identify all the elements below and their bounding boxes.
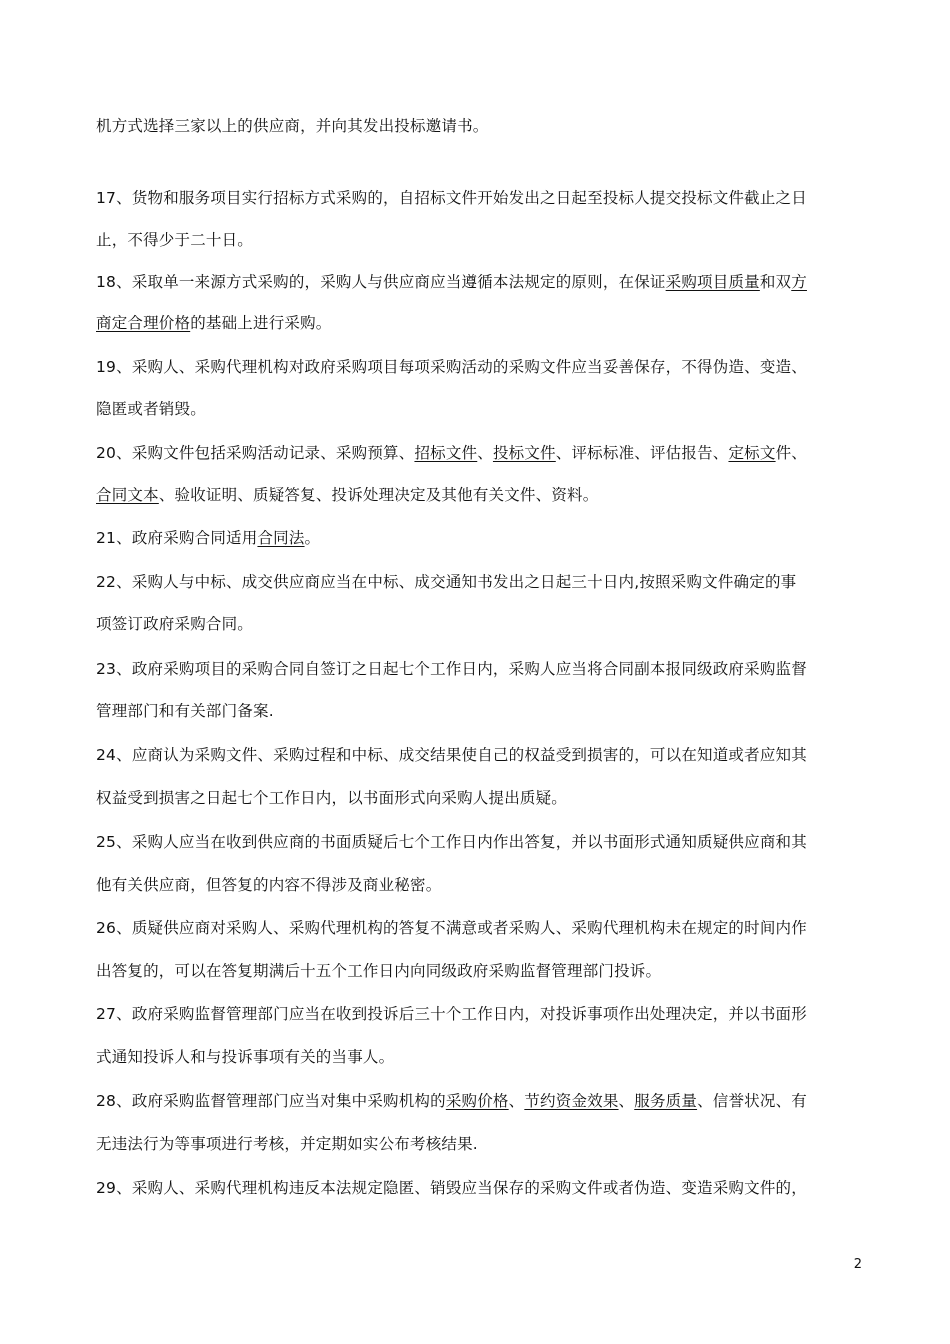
text-line xyxy=(96,354,866,380)
text-line xyxy=(96,396,866,422)
text-segment: 、 xyxy=(618,1092,635,1110)
underlined-term: 方 xyxy=(791,273,807,291)
underlined-term: 合同文本 xyxy=(96,486,159,504)
text-line xyxy=(96,611,866,637)
underlined-term: 采购项目质量 xyxy=(665,273,760,291)
text-segment: 27、政府采购监督管理部门应当在收到投诉后三十个工作日内，对投诉事项作出处理决定，并以书面形 xyxy=(96,1005,807,1023)
text-line xyxy=(96,310,866,336)
text-segment: 29、采购人、采购代理机构违反本法规定隐匿、销毁应当保存的采购文件或者伪造、变造采购文件的， xyxy=(96,1179,807,1197)
text-line xyxy=(96,113,866,139)
text-line xyxy=(96,1044,866,1070)
text-segment: 和双 xyxy=(759,273,792,291)
text-segment: 19、采购人、采购代理机构对政府采购项目每项采购活动的采购文件应当妥善保存，不得伪造、变造、 xyxy=(96,358,807,376)
text-segment: 机方式选择三家以上的供应商，并向其发出投标邀请书。 xyxy=(96,117,489,135)
page-number: 2 xyxy=(853,1257,862,1272)
text-segment: 22、采购人与中标、成交供应商应当在中标、成交通知书发出之日起三十日内,按照采购文件确定的事 xyxy=(96,573,797,591)
text-line xyxy=(96,656,866,682)
text-line xyxy=(96,742,866,768)
text-line xyxy=(96,482,866,508)
text-line xyxy=(96,958,866,984)
text-line xyxy=(96,569,866,595)
text-line xyxy=(96,525,866,551)
text-line xyxy=(96,1088,866,1114)
underlined-term: 节约资金效果 xyxy=(524,1092,619,1110)
text-segment: 出答复的，可以在答复期满后十五个工作日内向同级政府采购监督管理部门投诉。 xyxy=(96,962,662,980)
text-line xyxy=(96,872,866,898)
text-line xyxy=(96,829,866,855)
text-segment: 管理部门和有关部门备案. xyxy=(96,702,274,720)
text-line xyxy=(96,1175,866,1201)
text-segment: 隐匿或者销毁。 xyxy=(96,400,206,418)
text-line xyxy=(96,440,866,466)
underlined-term: 商定合理价格 xyxy=(96,314,191,332)
text-segment: 。 xyxy=(304,529,321,547)
text-segment: 的基础上进行采购。 xyxy=(190,314,332,332)
underlined-term: 采购价格 xyxy=(445,1092,509,1110)
text-line xyxy=(96,185,866,211)
text-segment: 25、采购人应当在收到供应商的书面质疑后七个工作日内作出答复，并以书面形式通知质疑供应商和其 xyxy=(96,833,807,851)
underlined-term: 合同法 xyxy=(257,529,305,547)
text-segment: 、 xyxy=(477,444,493,462)
text-segment: 权益受到损害之日起七个工作日内，以书面形式向采购人提出质疑。 xyxy=(96,789,568,807)
text-segment: 式通知投诉人和与投诉事项有关的当事人。 xyxy=(96,1048,395,1066)
underlined-term: 定标文 xyxy=(728,444,776,462)
text-line xyxy=(96,915,866,941)
text-segment: 23、政府采购项目的采购合同自签订之日起七个工作日内，采购人应当将合同副本报同级政府采购监督 xyxy=(96,660,807,678)
text-segment: 18、采取单一来源方式采购的，采购人与供应商应当遵循本法规定的原则，在保证 xyxy=(96,273,666,291)
text-segment: 他有关供应商，但答复的内容不得涉及商业秘密。 xyxy=(96,876,442,894)
text-line xyxy=(96,269,866,295)
text-segment: 、评标标准、评估报告、 xyxy=(555,444,729,462)
text-segment: 24、应商认为采购文件、采购过程和中标、成交结果使自己的权益受到损害的，可以在知道或者应知其 xyxy=(96,746,807,764)
underlined-term: 招标文件 xyxy=(414,444,478,462)
underlined-term: 服务质量 xyxy=(634,1092,698,1110)
text-segment: 28、政府采购监督管理部门应当对集中采购机构的 xyxy=(96,1092,446,1110)
underlined-term: 投标文件 xyxy=(492,444,556,462)
text-segment: 、信誉状况、有 xyxy=(697,1092,807,1110)
text-segment: 20、采购文件包括采购活动记录、采购预算、 xyxy=(96,444,415,462)
text-line xyxy=(96,698,866,724)
text-segment: 、验收证明、质疑答复、投诉处理决定及其他有关文件、资料。 xyxy=(158,486,599,504)
text-segment: 无违法行为等事项进行考核，并定期如实公布考核结果. xyxy=(96,1135,478,1153)
text-segment: 26、质疑供应商对采购人、采购代理机构的答复不满意或者采购人、采购代理机构未在规定的时间内作 xyxy=(96,919,807,937)
text-segment: 件、 xyxy=(775,444,807,462)
text-segment: 21、政府采购合同适用 xyxy=(96,529,258,547)
text-segment: 项签订政府采购合同。 xyxy=(96,615,254,633)
text-segment: 、 xyxy=(508,1092,525,1110)
text-segment: 17、货物和服务项目实行招标方式采购的，自招标文件开始发出之日起至投标人提交投标文件截止之日 xyxy=(96,189,807,207)
text-line xyxy=(96,1001,866,1027)
text-segment: 止，不得少于二十日。 xyxy=(96,231,254,249)
text-line xyxy=(96,227,866,253)
text-line xyxy=(96,785,866,811)
text-line xyxy=(96,1131,866,1157)
